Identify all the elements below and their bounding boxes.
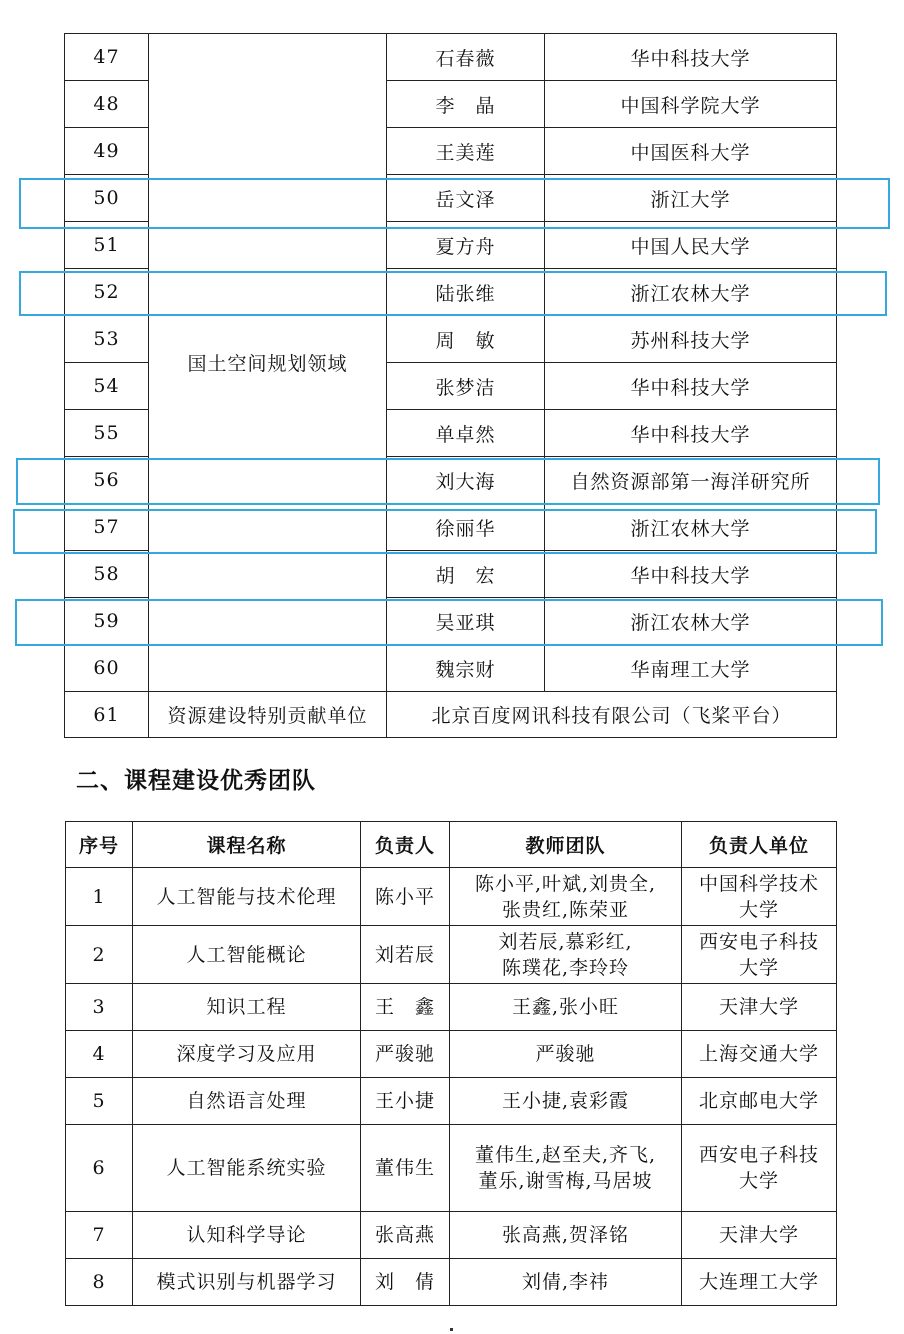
header-course: 课程名称 [133, 822, 361, 868]
row-number: 60 [65, 645, 149, 692]
course-unit [682, 1212, 837, 1259]
unit-line: 西安电子科技 [698, 930, 819, 953]
team-line: 董乐,谢雪梅,马居坡 [478, 1170, 653, 1192]
row-number: 47 [65, 34, 149, 81]
course-name: 人工智能概论 [133, 926, 361, 984]
course-name: 人工智能系统实验 [133, 1125, 361, 1212]
row-number: 50 [65, 175, 149, 222]
row-number: 59 [65, 598, 149, 645]
person-name: 胡 宏 [387, 551, 545, 598]
person-unit: 浙江农林大学 [545, 269, 837, 316]
unit-line: 天津大学 [718, 996, 799, 1018]
course-table [65, 821, 837, 1306]
person-unit: 自然资源部第一海洋研究所 [545, 457, 837, 504]
course-row [66, 1031, 837, 1078]
course-no: 3 [66, 984, 133, 1031]
course-row [66, 1212, 837, 1259]
course-no: 1 [66, 868, 133, 926]
course-name: 人工智能与技术伦理 [133, 868, 361, 926]
course-team [450, 1078, 682, 1125]
course-unit [682, 1125, 837, 1212]
person-unit: 浙江农林大学 [545, 504, 837, 551]
course-team [450, 984, 682, 1031]
unit-line: 中国科学技术 [698, 872, 819, 895]
person-unit: 华南理工大学 [545, 645, 837, 692]
course-leader: 严骏驰 [361, 1031, 450, 1078]
course-no: 5 [66, 1078, 133, 1125]
course-no: 7 [66, 1212, 133, 1259]
row-number: 52 [65, 269, 149, 316]
header-no: 序号 [66, 822, 133, 868]
unit-line: 天津大学 [718, 1224, 799, 1246]
person-name: 刘大海 [387, 457, 545, 504]
special-unit: 北京百度网讯科技有限公司（飞桨平台） [387, 692, 837, 738]
course-team [450, 1259, 682, 1306]
course-leader: 陈小平 [361, 868, 450, 926]
course-team [450, 868, 682, 926]
header-team: 教师团队 [450, 822, 682, 868]
person-unit: 苏州科技大学 [545, 316, 837, 363]
person-unit: 华中科技大学 [545, 34, 837, 81]
person-name: 陆张维 [387, 269, 545, 316]
unit-line: 大学 [738, 956, 779, 979]
person-unit: 浙江大学 [545, 175, 837, 222]
person-name: 张梦洁 [387, 363, 545, 410]
course-leader: 刘 倩 [361, 1259, 450, 1306]
course-unit [682, 1078, 837, 1125]
team-line: 严骏驰 [535, 1043, 596, 1065]
course-name: 自然语言处理 [133, 1078, 361, 1125]
person-unit: 中国科学院大学 [545, 81, 837, 128]
header-leader: 负责人 [361, 822, 450, 868]
header-unit: 负责人单位 [682, 822, 837, 868]
person-name: 李 晶 [387, 81, 545, 128]
award-table [64, 33, 837, 738]
course-team [450, 1212, 682, 1259]
person-name: 徐丽华 [387, 504, 545, 551]
person-name: 岳文泽 [387, 175, 545, 222]
team-line: 王小捷,袁彩霞 [501, 1090, 630, 1112]
course-leader: 王小捷 [361, 1078, 450, 1125]
row-number: 53 [65, 316, 149, 363]
course-row [66, 984, 837, 1031]
course-row [66, 926, 837, 984]
row-number: 57 [65, 504, 149, 551]
course-name: 深度学习及应用 [133, 1031, 361, 1078]
domain-cell: 国土空间规划领域 [149, 34, 387, 692]
course-unit [682, 926, 837, 984]
team-line: 张高燕,贺泽铭 [501, 1224, 630, 1246]
unit-line: 大学 [738, 898, 779, 921]
course-name: 模式识别与机器学习 [133, 1259, 361, 1306]
person-name: 周 敏 [387, 316, 545, 363]
course-leader: 刘若辰 [361, 926, 450, 984]
row-number: 61 [65, 692, 149, 738]
person-unit: 中国医科大学 [545, 128, 837, 175]
person-name: 夏方舟 [387, 222, 545, 269]
course-unit [682, 1031, 837, 1078]
team-line: 董伟生,赵至夫,齐飞, [474, 1144, 657, 1166]
row-number: 51 [65, 222, 149, 269]
unit-line: 北京邮电大学 [698, 1090, 819, 1112]
course-no: 2 [66, 926, 133, 984]
person-name: 单卓然 [387, 410, 545, 457]
course-name: 认知科学导论 [133, 1212, 361, 1259]
course-row [66, 1078, 837, 1125]
course-team [450, 1031, 682, 1078]
award-row-special [65, 692, 837, 738]
team-line: 陈小平,叶斌,刘贵全, [474, 872, 657, 895]
person-unit: 浙江农林大学 [545, 598, 837, 645]
person-name: 石春薇 [387, 34, 545, 81]
team-line: 刘倩,李祎 [521, 1271, 610, 1293]
course-name: 知识工程 [133, 984, 361, 1031]
team-line: 王鑫,张小旺 [511, 996, 620, 1018]
row-number: 49 [65, 128, 149, 175]
section-title: 二、课程建设优秀团队 [76, 768, 316, 794]
course-no: 6 [66, 1125, 133, 1212]
course-team [450, 1125, 682, 1212]
row-number: 56 [65, 457, 149, 504]
unit-line: 西安电子科技 [698, 1144, 819, 1166]
person-unit: 华中科技大学 [545, 551, 837, 598]
special-category: 资源建设特别贡献单位 [149, 692, 387, 738]
person-unit: 华中科技大学 [545, 363, 837, 410]
course-unit [682, 1259, 837, 1306]
team-line: 刘若辰,慕彩红, [498, 930, 633, 953]
team-line: 张贵红,陈荣亚 [501, 898, 630, 921]
course-leader: 董伟生 [361, 1125, 450, 1212]
row-number: 54 [65, 363, 149, 410]
course-row [66, 868, 837, 926]
course-row [66, 1259, 837, 1306]
row-number: 55 [65, 410, 149, 457]
person-name: 王美莲 [387, 128, 545, 175]
course-unit [682, 984, 837, 1031]
unit-line: 大学 [738, 1170, 779, 1192]
team-line: 陈璞花,李玲玲 [501, 956, 630, 979]
course-leader: 王 鑫 [361, 984, 450, 1031]
page-mark [450, 1328, 453, 1331]
person-name: 吴亚琪 [387, 598, 545, 645]
person-name: 魏宗财 [387, 645, 545, 692]
person-unit: 中国人民大学 [545, 222, 837, 269]
course-row [66, 1125, 837, 1212]
person-unit: 华中科技大学 [545, 410, 837, 457]
course-team [450, 926, 682, 984]
award-row [65, 34, 837, 81]
unit-line: 上海交通大学 [698, 1043, 819, 1065]
course-leader: 张高燕 [361, 1212, 450, 1259]
course-unit [682, 868, 837, 926]
unit-line: 大连理工大学 [698, 1271, 819, 1293]
course-no: 8 [66, 1259, 133, 1306]
row-number: 58 [65, 551, 149, 598]
course-no: 4 [66, 1031, 133, 1078]
row-number: 48 [65, 81, 149, 128]
course-header-row [66, 822, 837, 868]
